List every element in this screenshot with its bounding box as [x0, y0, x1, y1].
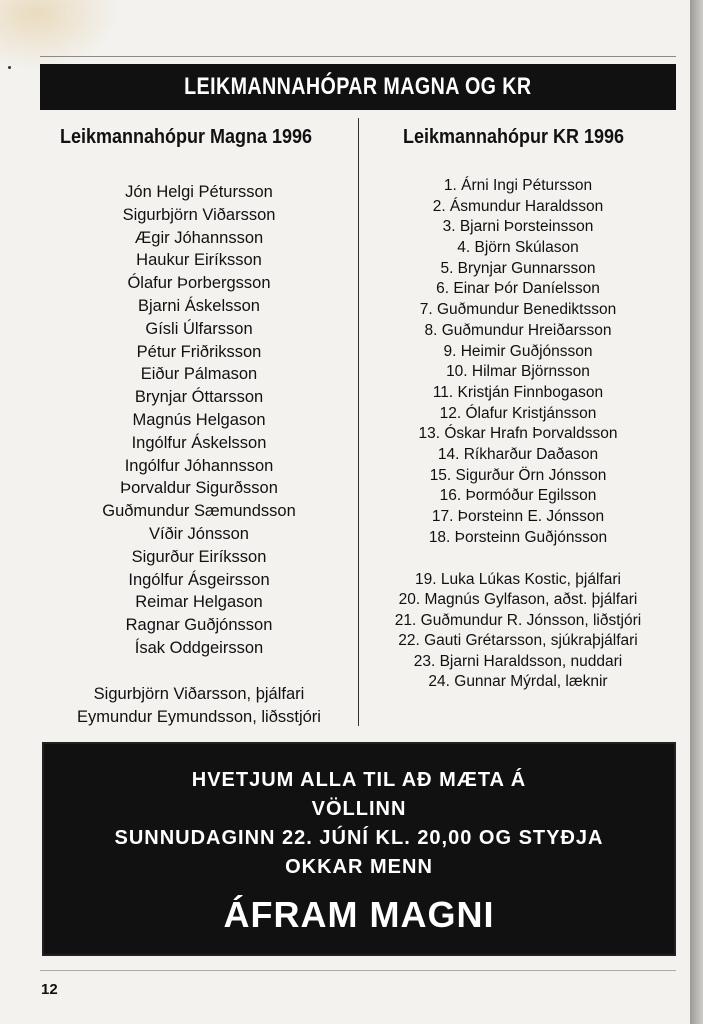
list-item: 15. Sigurður Örn Jónsson	[429, 466, 607, 484]
list-item: 16. Þormóður Egilsson	[439, 487, 597, 505]
list-item: 24. Gunnar Mýrdal, læknir	[428, 672, 608, 690]
list-item: Haukur Eiríksson	[136, 251, 262, 270]
list-item: Ingólfur Jóhannsson	[124, 456, 274, 475]
list-item: 9. Heimir Guðjónsson	[443, 342, 593, 360]
list-item: Ísak Oddgeirsson	[134, 638, 264, 657]
list-item: 19. Luka Lúkas Kostic, þjálfari	[415, 571, 621, 588]
list-item: Bjarni Áskelsson	[138, 296, 260, 315]
list-item: Ingólfur Ásgeirsson	[128, 570, 270, 589]
magna-heading: Leikmannahópur Magna 1996	[60, 126, 313, 148]
list-item: Eiður Pálmason	[140, 365, 258, 384]
page-number: 12	[41, 981, 58, 998]
list-item: 18. Þorsteinn Guðjónsson	[428, 528, 608, 546]
list-item: 21. Guðmundur R. Jónsson, liðstjóri	[394, 611, 642, 629]
list-item: 12. Ólafur Kristjánsson	[439, 404, 597, 422]
list-item: 1. Árni Ingi Pétursson	[443, 177, 593, 194]
magna-staff-list	[40, 683, 358, 728]
list-item: 23. Bjarni Haraldsson, nuddari	[413, 652, 623, 670]
slogan: ÁFRAM MAGNI	[223, 894, 495, 935]
list-item: 14. Ríkharður Daðason	[437, 445, 599, 463]
list-item: 17. Þorsteinn E. Jónsson	[431, 508, 605, 525]
call-to-action-text	[44, 766, 674, 882]
list-item: Brynjar Óttarsson	[134, 388, 264, 407]
list-item: Jón Helgi Pétursson	[125, 183, 273, 201]
list-item: Pétur Friðriksson	[136, 342, 262, 361]
top-rule	[40, 56, 676, 57]
list-item: 3. Bjarni Þorsteinsson	[442, 218, 594, 236]
list-item: Reimar Helgason	[135, 593, 263, 612]
list-item: 11. Kristján Finnbogason	[432, 383, 604, 401]
list-item: Þorvaldur Sigurðsson	[120, 479, 278, 498]
ink-dot	[8, 66, 11, 69]
kr-player-list	[359, 176, 677, 548]
list-item: Ægir Jóhannsson	[134, 228, 264, 247]
call-to-action-box	[42, 742, 676, 956]
list-item: Gísli Úlfarsson	[145, 319, 253, 338]
kr-staff-list	[359, 570, 677, 692]
kr-heading: Leikmannahópur KR 1996	[403, 126, 625, 148]
list-item: 22. Gauti Grétarsson, sjúkraþjálfari	[398, 632, 638, 650]
list-item: Eymundur Eymundsson, liðsstjóri	[77, 707, 321, 726]
list-item: 10. Hilmar Björnsson	[446, 363, 590, 381]
banner-title: LEIKMANNAHÓPAR MAGNA OG KR	[184, 73, 532, 100]
list-item: 6. Einar Þór Daníelsson	[436, 280, 600, 298]
list-item: 13. Óskar Hrafn Þorvaldsson	[418, 425, 618, 443]
list-item: 8. Guðmundur Hreiðarsson	[424, 321, 612, 339]
list-item: Guðmundur Sæmundsson	[102, 502, 296, 521]
magna-player-list	[40, 181, 358, 660]
list-item: 2. Ásmundur Haraldsson	[432, 197, 604, 215]
paper-stain	[0, 0, 120, 70]
page-edge	[690, 0, 703, 1024]
section-banner	[40, 64, 676, 110]
list-item: Ragnar Guðjónsson	[125, 616, 273, 635]
list-item: 4. Björn Skúlason	[457, 239, 579, 257]
list-item: Ingólfur Áskelsson	[131, 433, 267, 452]
list-item: Magnús Helgason	[132, 410, 266, 429]
cta-line: VÖLLINN	[311, 798, 407, 820]
list-item: 7. Guðmundur Benediktsson	[419, 301, 617, 319]
list-item: 20. Magnús Gylfason, aðst. þjálfari	[398, 591, 638, 609]
cta-line: SUNNUDAGINN 22. JÚNÍ KL. 20,00 OG STYÐJA	[114, 827, 604, 849]
list-item: Sigurbjörn Viðarsson	[122, 205, 276, 224]
cta-line: OKKAR MENN	[285, 856, 433, 878]
list-item: Sigurður Eiríksson	[131, 547, 267, 566]
cta-line: HVETJUM ALLA TIL AÐ MÆTA Á	[191, 769, 527, 791]
list-item: Ólafur Þorbergsson	[127, 274, 271, 293]
list-item: 5. Brynjar Gunnarsson	[440, 259, 596, 277]
bottom-rule	[40, 970, 676, 971]
list-item: Sigurbjörn Viðarsson, þjálfari	[93, 685, 305, 703]
list-item: Víðir Jónsson	[149, 524, 249, 543]
